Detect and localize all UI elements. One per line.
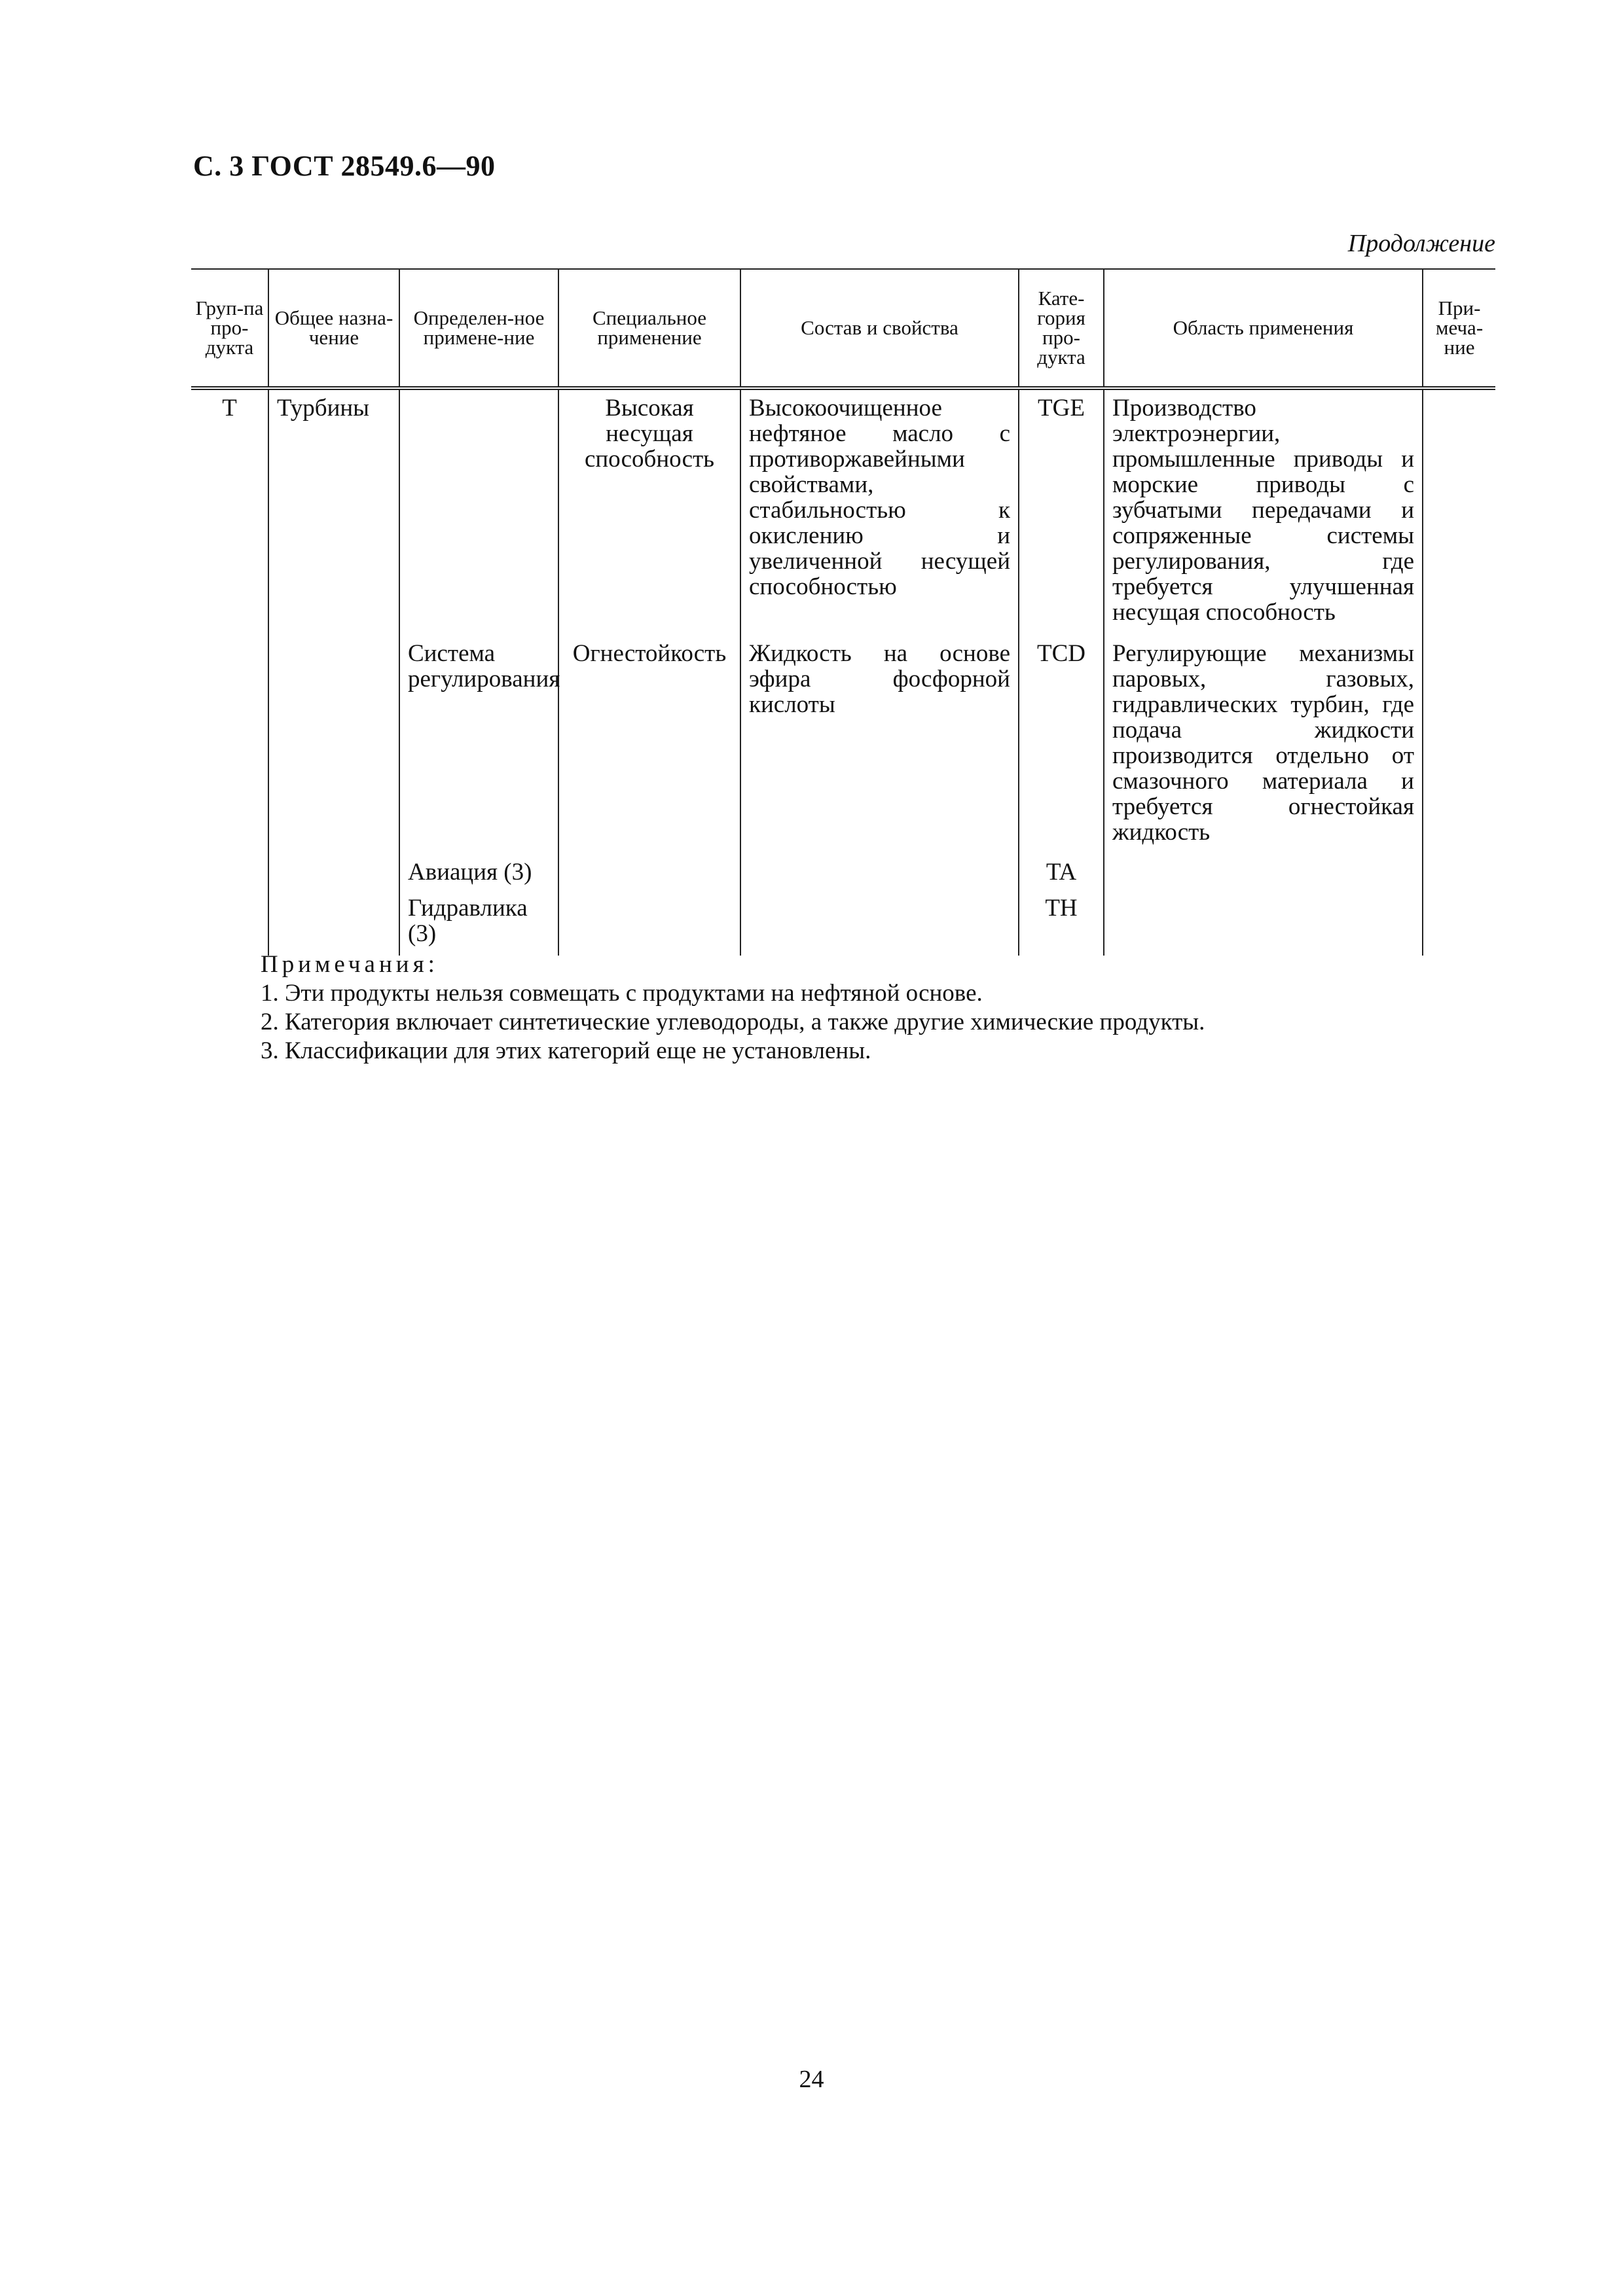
cell-special-application: Огнестойкость: [558, 630, 740, 850]
column-header-note: При-меча-ние: [1423, 269, 1495, 388]
cell-special-application: [558, 850, 740, 890]
column-header-special-application: Специальное применение: [558, 269, 740, 388]
cell-specific-application: Система регулирования: [399, 630, 558, 850]
cell-special-application: [558, 890, 740, 956]
column-header-general-purpose: Общее назна-чение: [268, 269, 399, 388]
page-number: 24: [799, 2066, 824, 2093]
cell-general-purpose: [268, 890, 399, 956]
notes-section: [261, 950, 1205, 1066]
cell-application-area: Регулирующие механизмы паровых, газовых, гидравлических турбин, где подача жидкости производится отдельно от смазочного материала и требуется огнестойкая жидкость: [1104, 630, 1423, 850]
cell-note: [1423, 850, 1495, 890]
cell-application-area: Производство электроэнергии, промышленные приводы и морские приводы с зубчатыми передачами и сопряженные системы регулирования, где требуется улучшенная несущая способность: [1104, 388, 1423, 630]
table-row: [191, 890, 1495, 956]
cell-composition: [740, 890, 1019, 956]
column-header-category: Кате-гория про-дукта: [1019, 269, 1104, 388]
column-header-group: Груп-па про-дукта: [191, 269, 268, 388]
cell-specific-application: [399, 388, 558, 630]
cell-category: TCD: [1019, 630, 1104, 850]
note-item: 2. Категория включает синтетические углеводороды, а также другие химические продукты.: [261, 1009, 1205, 1035]
cell-general-purpose: Турбины: [268, 388, 399, 630]
notes-title: Примечания:: [261, 951, 439, 978]
cell-composition: Жидкость на основе эфира фосфорной кислоты: [740, 630, 1019, 850]
cell-specific-application: Гидравлика (3): [399, 890, 558, 956]
cell-category: TA: [1019, 850, 1104, 890]
cell-general-purpose: [268, 630, 399, 850]
classification-table: [191, 268, 1495, 956]
column-header-composition: Состав и свойства: [740, 269, 1019, 388]
page-header: С. 3 ГОСТ 28549.6—90: [193, 150, 496, 182]
table-row: [191, 630, 1495, 850]
cell-special-application: Высокая несущая способность: [558, 388, 740, 630]
note-item: 1. Эти продукты нельзя совмещать с продуктами на нефтяной основе.: [261, 980, 983, 1007]
continuation-label: Продолжение: [1347, 230, 1495, 257]
cell-group: [191, 630, 268, 850]
cell-application-area: [1104, 890, 1423, 956]
cell-group: [191, 890, 268, 956]
cell-category: TH: [1019, 890, 1104, 956]
cell-application-area: [1104, 850, 1423, 890]
table-row: [191, 850, 1495, 890]
cell-note: [1423, 388, 1495, 630]
cell-general-purpose: [268, 850, 399, 890]
column-header-application-area: Область применения: [1104, 269, 1423, 388]
table-row: [191, 388, 1495, 630]
cell-specific-application: Авиация (3): [399, 850, 558, 890]
cell-group: [191, 850, 268, 890]
cell-composition: [740, 850, 1019, 890]
cell-note: [1423, 630, 1495, 850]
table-header-row: [191, 269, 1495, 388]
cell-note: [1423, 890, 1495, 956]
column-header-specific-application: Определен-ное примене-ние: [399, 269, 558, 388]
note-item: 3. Классификации для этих категорий еще не установлены.: [261, 1037, 871, 1064]
cell-category: TGE: [1019, 388, 1104, 630]
cell-group: Т: [222, 395, 237, 422]
cell-composition: Высокоочищенное нефтяное масло с противоржавейными свойствами, стабильностью к окислению и увеличенной несущей способностью: [740, 388, 1019, 630]
